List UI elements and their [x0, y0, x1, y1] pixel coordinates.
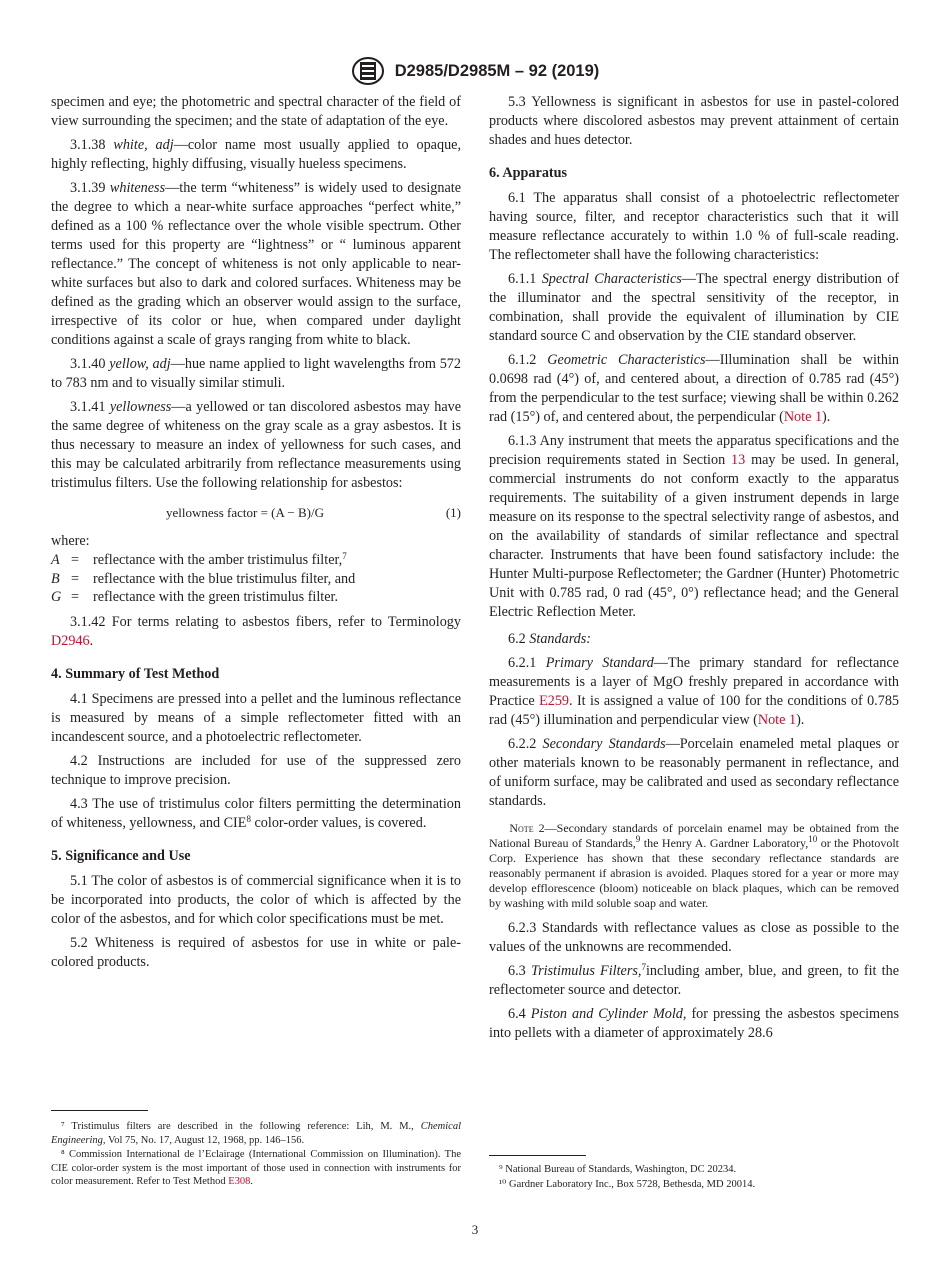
link-e308[interactable]: E308 — [228, 1176, 251, 1187]
section-5-heading: 5. Significance and Use — [51, 847, 191, 864]
link-section-13[interactable]: 13 — [731, 452, 746, 468]
definition-3-1-39: 3.1.39 whiteness—the term “whiteness” is widely used to designate the degree to which a near-white surface approaches “perfect white,” defined as a 100 % reflectance over the whole visible spectrum. Other terms used for this property are “lightness” or “ luminous apparent reflectance.” The concept of whiteness is not only applicable to near-white surfaces but also to dark and colored surfaces. Whiteness may be defined as the grading which an observer would assign to the surface, irrespective of its color or hue, when compared under daylight conditions against a scale of grays ranging from white to black. — [51, 180, 462, 348]
para-5-2: 5.2 Whiteness is required of asbestos for use in white or pale-colored products. — [51, 934, 461, 970]
section-4-heading: 4. Summary of Test Method — [51, 665, 220, 682]
para-6-2-2: 6.2.2 Secondary Standards—Porcelain enameled metal plaques or other materials known to be reasonably permanent in reflectance, and of uniform surface, may be calibrated and used as secondary reflectance standards. — [489, 736, 899, 809]
footnote-9: ⁹ National Bureau of Standards, Washington, DC 20234. — [499, 1164, 737, 1175]
para-6-2-1: 6.2.1 Primary Standard—The primary standard for reflectance measurements is a layer of MgO freshly prepared in accordance with Practice E259. It is assigned a value of 100 for the conditions of 0.785 rad (45°) illumination and perpendicular view (Note 1). — [489, 655, 900, 728]
footnotes-left — [51, 1120, 461, 1190]
footnotes-right — [489, 1163, 899, 1192]
page-header — [0, 56, 950, 86]
para-6-1: 6.1 The apparatus shall consist of a photoelectric reflectometer having source, filter, and receptor characteristics such that it will measure reflectance accurately to within 1.0 % of full-scale reading. The reflectometer shall have the following characteristics: — [489, 190, 899, 263]
note-2: Note 2—Secondary standards of porcelain enamel may be obtained from the National Bureau of Standards,$^9$ the Henry A. Gardner Laboratory,$^{10}$ or the Photovolt Corp. Experience has shown that these secondary reflectance standards are reasonably permanent if abrasion is avoided. Plaques stored for a year or more may develop efflorescence (bloom) noticeable on black plaques, which can be removed by washing with mild soluble soap and water. — [489, 821, 899, 910]
link-note-1[interactable]: Note 1 — [783, 409, 823, 425]
continued-paragraph: specimen and eye; the photometric and spectral character of the field of view surrounding the specimen; and the state of adaptation of the eye. — [51, 94, 461, 129]
footnote-rule-left — [51, 1110, 148, 1111]
para-5-3: 5.3 Yellowness is significant in asbestos for use in pastel-colored products where discolored asbestos may prevent attainment of certain shades and hues detector. — [489, 94, 899, 148]
para-6-1-3: 6.1.3 Any instrument that meets the apparatus specifications and the precision requirements stated in Section 13 may be used. In general, commercial instruments do not conform exactly to the apparatus requirements. The suitability of a given instrument depends in large measure on its response to the spectral selectivity range of asbestos, and on the availability of standards of similar reflectance and spectral character. Instruments that have been found satisfactory include: the Hunter Multi-purpose Reflectometer; the Gardner (Hunter) Photometric Unit with 0.785 rad, 0 rad (45°, 0°) reflectance head; and the General Electric Reflection Meter. — [489, 433, 899, 620]
footnote-10: ¹⁰ Gardner Laboratory Inc., Box 5728, Bethesda, MD 20014. — [499, 1178, 756, 1190]
para-6-2: 6.2 Standards: — [508, 631, 592, 647]
para-6-1-2: 6.1.2 Geometric Characteristics—Illumination shall be within 0.0698 rad (4°) of, and centered about, a direction of 0.785 rad (45°) from the perpendicular to the test surface; viewing shall be within 0.262 rad (15°) of, and centered about, the perpendicular (Note 1). — [489, 352, 900, 425]
footnote-rule-right — [489, 1155, 586, 1156]
link-note-1[interactable]: Note 1 — [757, 712, 797, 728]
definition-3-1-40: 3.1.40 yellow, adj—hue name applied to light wavelengths from 572 to 783 nm and to visually similar stimuli. — [51, 356, 461, 391]
where-row: A = reflectance with the amber tristimulus filter,$^7$ — [51, 551, 347, 568]
where-list — [51, 551, 461, 607]
link-d2946[interactable]: D2946 — [51, 632, 90, 649]
para-6-3: 6.3 Tristimulus Filters,$^7$including amber, blue, and green, to fit the reflectometer source and detector. — [489, 962, 900, 998]
astm-logo-icon — [351, 56, 385, 86]
definition-3-1-38: 3.1.38 white, adj—color name most usually applied to opaque, highly reflecting, highly diffusing, visually hueless specimens. — [51, 137, 462, 172]
para-4-2: 4.2 Instructions are included for use of the suppressed zero technique to improve precision. — [51, 752, 461, 788]
where-row: G = reflectance with the green tristimulus filter. — [51, 589, 339, 605]
right-column — [489, 93, 899, 1048]
footnote-8: ⁸ Commission International de l’Eclairage (International Commission on Illumination). The CIE color-order system is the most important of those used in connection with instruments for color measurement. Refer to Test Method E308. — [51, 1149, 461, 1187]
para-4-1: 4.1 Specimens are pressed into a pellet and the luminous reflectance is measured by means of a simple reflectometer fitted with an incandescent source, and a photoelectric reflectometer. — [51, 690, 461, 745]
link-e259[interactable]: E259 — [539, 693, 570, 709]
equation-number: (1) — [445, 505, 461, 520]
page-number: 3 — [471, 1222, 479, 1237]
para-6-1-1: 6.1.1 Spectral Characteristics—The spectral energy distribution of the illuminator and the spectral sensitivity of the receptor, in combination, shall provide the equivalent of illumination by CIE standard source C and observation by the CIE standard observer. — [489, 271, 900, 344]
equation-1 — [51, 503, 461, 522]
left-column — [51, 93, 461, 977]
para-5-1: 5.1 The color of asbestos is of commercial significance when it is to be incorporated into products, the color of which is affected by the color of the asbestos, and for which color specifications must be met. — [51, 872, 461, 927]
definition-3-1-41: 3.1.41 yellowness—a yellowed or tan discolored asbestos may have the same degree of whiteness on the gray scale as a gray asbestos. It is thus necessary to measure an index of yellowness for such cases, and this may be calculated arbitrarily from reflectance measurements using tristimulus filters. Use the following relationship for asbestos: — [51, 399, 462, 491]
para-4-3: 4.3 The use of tristimulus color filters permitting the determination of whiteness, yellowness, and CIE$^8$ color-order values, is covered. — [51, 795, 461, 831]
para-6-4: 6.4 Piston and Cylinder Mold, for pressing the asbestos specimens into pellets with a diameter of approximately 28.6 — [489, 1006, 900, 1041]
para-6-2-3: 6.2.3 Standards with reflectance values as close as possible to the values of the unknowns are recommended. — [489, 920, 899, 955]
footnote-7: ⁷ Tristimulus filters are described in the following reference: Lih, M. M., Chemical Engineering, Vol 75, No. 17, August 12, 1968, pp. 146–156. — [51, 1121, 461, 1146]
definition-3-1-42: 3.1.42 For terms relating to asbestos fibers, refer to Terminology D2946. — [51, 613, 461, 649]
yellowness-equation: yellowness factor = (A − B)/G — [166, 505, 324, 520]
standard-designation: D2985/D2985M – 92 (2019) — [394, 61, 600, 80]
section-6-heading: 6. Apparatus — [489, 165, 568, 181]
where-label: where: — [51, 533, 90, 549]
where-row: B = reflectance with the blue tristimulus filter, and — [51, 570, 356, 587]
